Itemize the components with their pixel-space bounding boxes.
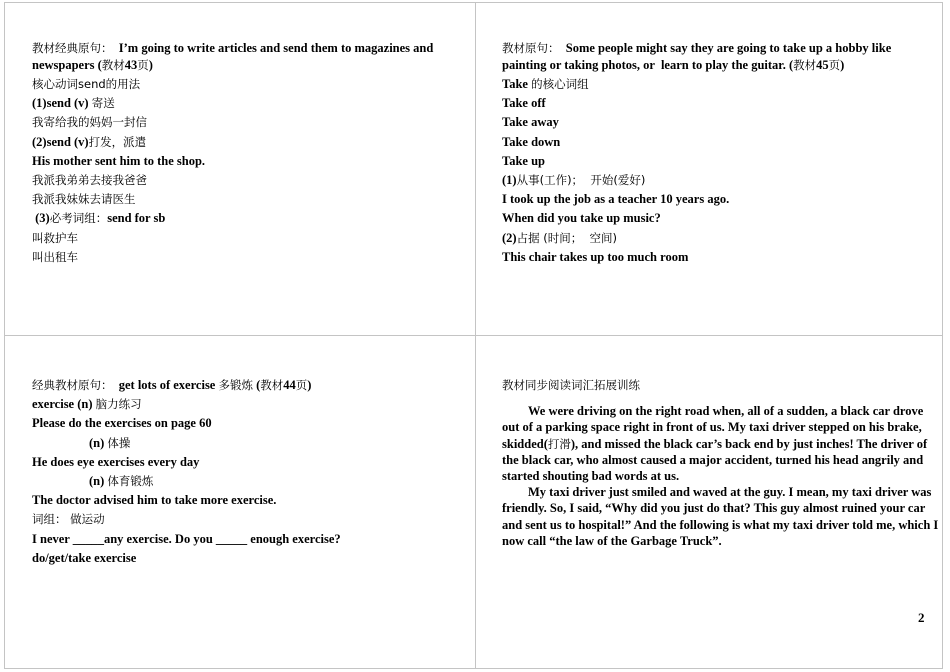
example-cn: 叫出租车 (32, 249, 78, 264)
example-en: When did you take up music? (502, 211, 661, 226)
horizontal-divider (4, 335, 943, 336)
phrase-heading: 词组： 做运动 (32, 512, 105, 527)
phrase: Take off (502, 96, 546, 111)
page-number: 2 (918, 610, 925, 625)
reading-paragraph-2: My taxi driver just smiled and waved at the guy. I mean, my taxi driver was friendly. So, I said, “Why did you just do that? This guy almost ruined your car and sent us to hospital!” And the following is what my taxi driver told me, which I now call “the law of the Garbage Truck”. (502, 485, 939, 548)
section-heading: 核心动词send的用法 (32, 77, 141, 91)
phrase: Take away (502, 115, 559, 130)
source-sentence: 经典教材原句： get lots of exercise 多锻炼 (教材44页) (32, 378, 312, 392)
panel-take-phrases (502, 40, 934, 267)
example-en: Please do the exercises on page 60 (32, 416, 212, 431)
panel-send-usage (32, 40, 468, 267)
usage-1: (1)send (v) 寄送 (32, 96, 115, 111)
usage-3: (3)必考词组：send for sb (32, 211, 166, 226)
source-sentence: 教材经典原句： I’m going to write articles and send them to magazines and newspapers (教材43页) (32, 41, 434, 72)
phrase: Take up (502, 153, 545, 168)
source-sentence: 教材原句： Some people might say they are going to take up a hobby like painting or taking photos, or learn to play the guitar. (教材45页) (502, 41, 892, 72)
reading-paragraph-1: We were driving on the right road when, all of a sudden, a black car drove out of a parking space right in front of us. My taxi driver stepped on his brake, skidded(打滑), and missed the black car’s back end by just inches! The driver of the black car, who almost caused a major accident, turned his head angrily and started shouting bad words at us. (502, 404, 928, 484)
example-cn: 我寄给我的妈妈一封信 (32, 115, 147, 130)
panel-exercise-usage (32, 376, 468, 568)
section-heading: Take 的核心词组 (502, 77, 589, 91)
meaning-2: (2)占据 (时间； 空间) (502, 230, 618, 245)
example-en: He does eye exercises every day (32, 454, 200, 469)
answer-options: do/get/take exercise (32, 550, 137, 565)
meaning-2: (n) 体操 (89, 435, 131, 450)
example-cn: 我派我妹妹去请医生 (32, 192, 136, 207)
meaning-1: (1)从事(工作)； 开始(爱好) (502, 173, 646, 188)
usage-2: (2)send (v)打发，派遣 (32, 134, 147, 149)
phrase: Take down (502, 134, 561, 149)
example-en: This chair takes up too much room (502, 249, 689, 264)
meaning-3: (n) 体育锻炼 (89, 474, 154, 489)
panel-reading (502, 376, 940, 549)
meaning-1: exercise (n) 脑力练习 (32, 397, 142, 412)
example-en: The doctor advised him to take more exercise. (32, 493, 277, 508)
reading-title: 教材同步阅读词汇拓展训练 (502, 378, 640, 392)
example-cn: 我派我弟弟去接我爸爸 (32, 173, 147, 188)
example-cn: 叫救护车 (32, 230, 78, 245)
example-en: I took up the job as a teacher 10 years ago. (502, 192, 730, 207)
fill-in-exercise: I never _____any exercise. Do you _____ enough exercise? (32, 531, 341, 546)
example-en: His mother sent him to the shop. (32, 153, 206, 168)
